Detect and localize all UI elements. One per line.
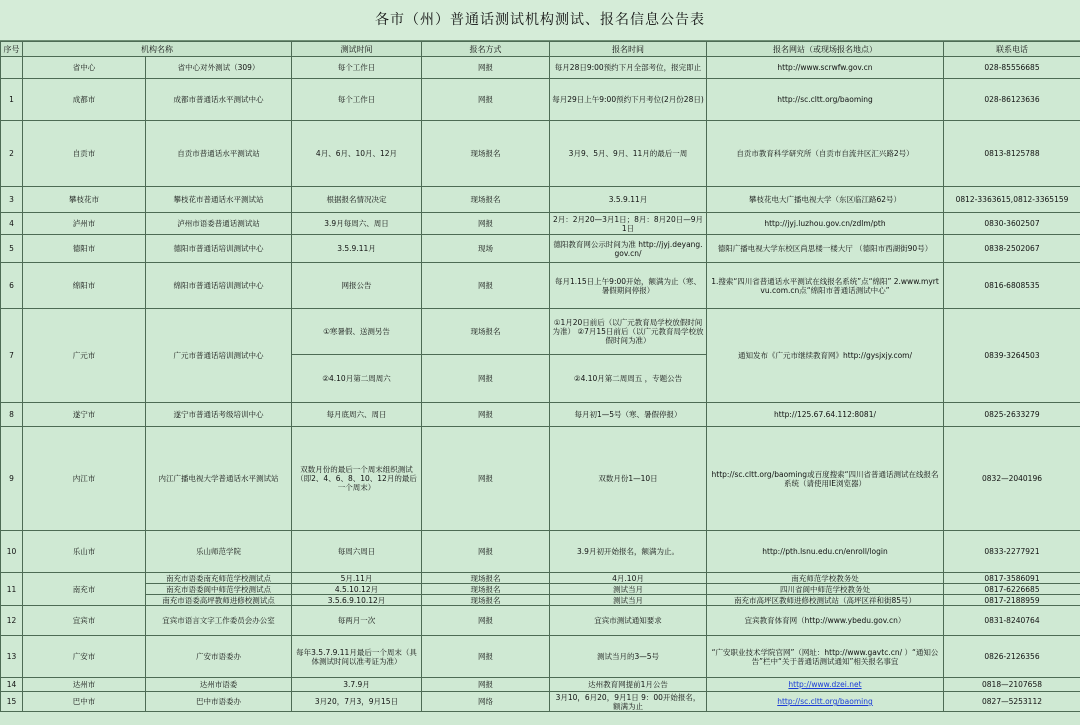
reg-time-cell: 测试当月的3—5号 bbox=[550, 636, 707, 678]
test-time-cell: 根据报名情况决定 bbox=[292, 187, 422, 213]
phone-cell: 0812-3363615,0812-3365159 bbox=[944, 187, 1080, 213]
table-row bbox=[1, 309, 1080, 355]
method-cell: 网报 bbox=[422, 263, 550, 309]
table-row bbox=[1, 263, 1080, 309]
site-cell: http://www.scrwfw.gov.cn bbox=[707, 57, 944, 79]
reg-time-cell: 3.9月初开始报名，额满为止。 bbox=[550, 531, 707, 573]
table-row bbox=[1, 531, 1080, 573]
city-cell: 攀枝花市 bbox=[23, 187, 146, 213]
site-cell: 四川省阆中师范学校教务处 bbox=[707, 584, 944, 595]
site-cell: 南充市高坪区教师进修校测试站（高坪区祥和街85号） bbox=[707, 595, 944, 606]
site-cell: http://pth.lsnu.edu.cn/enroll/login bbox=[707, 531, 944, 573]
phone-cell: 0832—2040196 bbox=[944, 427, 1080, 531]
row-number: 15 bbox=[1, 692, 23, 712]
org-cell: 泸州市语委普通话测试站 bbox=[146, 213, 292, 235]
org-cell: 巴中市语委办 bbox=[146, 692, 292, 712]
test-time-cell: 双数月份的最后一个周末组织测试（即2、4、6、8、10、12月的最后一个周末） bbox=[292, 427, 422, 531]
reg-time-cell: 3月9、5月、9月、11月的最后一周 bbox=[550, 121, 707, 187]
reg-time-cell: 每月1.15日上午9:00开始，额满为止（寒、暑假期间停报） bbox=[550, 263, 707, 309]
reg-time-cell: 3月10，6月20，9月1日 9：00开始报名，额满为止 bbox=[550, 692, 707, 712]
method-cell: 现场报名 bbox=[422, 309, 550, 355]
org-cell: 绵阳市普通话培训测试中心 bbox=[146, 263, 292, 309]
site-cell: http://sc.cltt.org/baoming bbox=[707, 79, 944, 121]
org-cell: 南充市语委南充师范学校测试点 bbox=[146, 573, 292, 584]
table-row bbox=[1, 636, 1080, 678]
test-time-cell: 3.5.6.9.10.12月 bbox=[292, 595, 422, 606]
phone-cell: 0817-3586091 bbox=[944, 573, 1080, 584]
info-table bbox=[0, 41, 1080, 712]
reg-time-cell: ②4.10月第二周周五 ，专题公告 bbox=[550, 355, 707, 403]
org-cell: 内江广播电视大学普通话水平测试站 bbox=[146, 427, 292, 531]
site-cell: http://jyj.luzhou.gov.cn/zdlm/pth bbox=[707, 213, 944, 235]
phone-cell: 0833-2277921 bbox=[944, 531, 1080, 573]
method-cell: 网报 bbox=[422, 57, 550, 79]
method-cell: 网报 bbox=[422, 355, 550, 403]
test-time-cell: 3.7.9月 bbox=[292, 678, 422, 692]
city-cell: 成都市 bbox=[23, 79, 146, 121]
method-cell: 现场报名 bbox=[422, 573, 550, 584]
row-number: 2 bbox=[1, 121, 23, 187]
header-cell: 报名方式 bbox=[422, 42, 550, 57]
reg-time-cell: 3.5.9.11月 bbox=[550, 187, 707, 213]
site-cell: “广安职业技术学院官网”（网址：http://www.gavtc.cn/ ）“通知公告”栏中“关于普通话测试通知”相关报名事宜 bbox=[707, 636, 944, 678]
table-row bbox=[1, 235, 1080, 263]
phone-cell: 0826-2126356 bbox=[944, 636, 1080, 678]
reg-time-cell: 德阳教育网公示时间为准 http://jyj.deyang.gov.cn/ bbox=[550, 235, 707, 263]
header-cell: 联系电话 bbox=[944, 42, 1080, 57]
test-time-cell: 每个工作日 bbox=[292, 57, 422, 79]
test-time-cell: 每月底周六、周日 bbox=[292, 403, 422, 427]
phone-cell: 0825-2633279 bbox=[944, 403, 1080, 427]
city-cell: 南充市 bbox=[23, 573, 146, 606]
test-time-cell: 网报公告 bbox=[292, 263, 422, 309]
row-number: 14 bbox=[1, 678, 23, 692]
test-time-cell: 3月20，7月3，9月15日 bbox=[292, 692, 422, 712]
site-cell: http://sc.cltt.org/baoming或百度搜索“四川省普通话测试在线报名系统（请使用IE浏览器） bbox=[707, 427, 944, 531]
reg-time-cell: 每月29日上午9:00预约下月考位(2月份28日) bbox=[550, 79, 707, 121]
city-cell: 乐山市 bbox=[23, 531, 146, 573]
phone-cell: 0839-3264503 bbox=[944, 309, 1080, 403]
row-number: 3 bbox=[1, 187, 23, 213]
phone-cell: 028-85556685 bbox=[944, 57, 1080, 79]
method-cell: 现场报名 bbox=[422, 121, 550, 187]
table-row bbox=[1, 573, 1080, 584]
site-cell: 南充师范学校教务处 bbox=[707, 573, 944, 584]
method-cell: 网报 bbox=[422, 678, 550, 692]
row-number: 7 bbox=[1, 309, 23, 403]
header-cell: 测试时间 bbox=[292, 42, 422, 57]
page-title: 各市（州）普通话测试机构测试、报名信息公告表 bbox=[0, 0, 1080, 41]
city-cell: 内江市 bbox=[23, 427, 146, 531]
method-cell: 现场报名 bbox=[422, 595, 550, 606]
phone-cell: 028-86123636 bbox=[944, 79, 1080, 121]
org-cell: 攀枝花市普通话水平测试站 bbox=[146, 187, 292, 213]
method-cell: 网络 bbox=[422, 692, 550, 712]
phone-cell: 0831-8240764 bbox=[944, 606, 1080, 636]
table-row bbox=[1, 403, 1080, 427]
phone-cell: 0816-6808535 bbox=[944, 263, 1080, 309]
phone-cell: 0817-6226685 bbox=[944, 584, 1080, 595]
city-cell: 泸州市 bbox=[23, 213, 146, 235]
site-cell: 德阳广播电视大学东校区尚思楼一楼大厅 （德阳市西湖街90号） bbox=[707, 235, 944, 263]
phone-cell: 0817-2188959 bbox=[944, 595, 1080, 606]
reg-time-cell: 测试当月 bbox=[550, 595, 707, 606]
table-row bbox=[1, 595, 1080, 606]
site-link[interactable]: http://www.dzei.net bbox=[707, 678, 944, 692]
phone-cell: 0818—2107658 bbox=[944, 678, 1080, 692]
org-cell: 德阳市普通话培训测试中心 bbox=[146, 235, 292, 263]
method-cell: 网报 bbox=[422, 213, 550, 235]
org-cell: 南充市语委高坪教师进修校测试点 bbox=[146, 595, 292, 606]
city-cell: 自贡市 bbox=[23, 121, 146, 187]
reg-time-cell: 测试当月 bbox=[550, 584, 707, 595]
method-cell: 网报 bbox=[422, 531, 550, 573]
site-cell: 自贡市教育科学研究所（自贡市自流井区汇兴路2号） bbox=[707, 121, 944, 187]
row-number: 13 bbox=[1, 636, 23, 678]
org-cell: 南充市语委阆中师范学校测试点 bbox=[146, 584, 292, 595]
org-cell: 广安市语委办 bbox=[146, 636, 292, 678]
table-row bbox=[1, 584, 1080, 595]
city-cell: 广元市 bbox=[23, 309, 146, 403]
row-number: 6 bbox=[1, 263, 23, 309]
row-number: 1 bbox=[1, 79, 23, 121]
row-number: 5 bbox=[1, 235, 23, 263]
site-cell: 通知发布《广元市继续教育网》http://gysjxjy.com/ bbox=[707, 309, 944, 403]
method-cell: 网报 bbox=[422, 636, 550, 678]
reg-time-cell: ①1月20日前后（以广元教育局学校放假时间为准） ②7月15日前后（以广元教育局学校放假时间为准） bbox=[550, 309, 707, 355]
reg-time-cell: 双数月份1—10日 bbox=[550, 427, 707, 531]
reg-time-cell: 2月：2月20—3月1日；8月：8月20日—9月1日 bbox=[550, 213, 707, 235]
test-time-cell: 5月.11月 bbox=[292, 573, 422, 584]
org-cell: 广元市普通话培训测试中心 bbox=[146, 309, 292, 403]
table-row bbox=[1, 606, 1080, 636]
site-cell: 攀枝花电大广播电视大学（东区临江路62号） bbox=[707, 187, 944, 213]
city-cell: 绵阳市 bbox=[23, 263, 146, 309]
test-time-cell: ①寒暑假、送测另告 bbox=[292, 309, 422, 355]
method-cell: 网报 bbox=[422, 427, 550, 531]
table-row bbox=[1, 121, 1080, 187]
method-cell: 现场 bbox=[422, 235, 550, 263]
method-cell: 网报 bbox=[422, 606, 550, 636]
reg-time-cell: 达州教育网提前1月公告 bbox=[550, 678, 707, 692]
table-row bbox=[1, 427, 1080, 531]
org-cell: 自贡市普通话水平测试站 bbox=[146, 121, 292, 187]
test-time-cell: 3.5.9.11月 bbox=[292, 235, 422, 263]
header-cell: 报名网站（或现场报名地点） bbox=[707, 42, 944, 57]
test-time-cell: 4月、6月、10月、12月 bbox=[292, 121, 422, 187]
header-cell: 机构名称 bbox=[23, 42, 292, 57]
row-number bbox=[1, 57, 23, 79]
org-cell: 宜宾市语言文字工作委员会办公室 bbox=[146, 606, 292, 636]
city-cell: 宜宾市 bbox=[23, 606, 146, 636]
row-number: 8 bbox=[1, 403, 23, 427]
phone-cell: 0827—5253112 bbox=[944, 692, 1080, 712]
header-cell: 序号 bbox=[1, 42, 23, 57]
test-time-cell: 3.9月每周六、周日 bbox=[292, 213, 422, 235]
table-row bbox=[1, 213, 1080, 235]
table-row bbox=[1, 187, 1080, 213]
site-cell: http://125.67.64.112:8081/ bbox=[707, 403, 944, 427]
phone-cell: 0813-8125788 bbox=[944, 121, 1080, 187]
test-time-cell: 每两月一次 bbox=[292, 606, 422, 636]
table-row bbox=[1, 79, 1080, 121]
phone-cell: 0838-2502067 bbox=[944, 235, 1080, 263]
org-cell: 遂宁市普通话考级培训中心 bbox=[146, 403, 292, 427]
phone-cell: 0830-3602507 bbox=[944, 213, 1080, 235]
row-number: 12 bbox=[1, 606, 23, 636]
test-time-cell: 每年3.5.7.9.11月最后一个周末（具体测试时间以准考证为准） bbox=[292, 636, 422, 678]
site-link[interactable]: http://sc.cltt.org/baoming bbox=[707, 692, 944, 712]
city-cell: 遂宁市 bbox=[23, 403, 146, 427]
method-cell: 现场报名 bbox=[422, 584, 550, 595]
row-number: 4 bbox=[1, 213, 23, 235]
city-cell: 巴中市 bbox=[23, 692, 146, 712]
org-cell: 省中心对外测试（309） bbox=[146, 57, 292, 79]
method-cell: 网报 bbox=[422, 79, 550, 121]
org-cell: 乐山师范学院 bbox=[146, 531, 292, 573]
city-cell: 达州市 bbox=[23, 678, 146, 692]
test-time-cell: 每周六周日 bbox=[292, 531, 422, 573]
method-cell: 网报 bbox=[422, 403, 550, 427]
row-number: 10 bbox=[1, 531, 23, 573]
reg-time-cell: 每月28日9:00预约下月全部考位，报完即止 bbox=[550, 57, 707, 79]
site-cell: 宜宾教育体育网（http://www.ybedu.gov.cn） bbox=[707, 606, 944, 636]
reg-time-cell: 4月.10月 bbox=[550, 573, 707, 584]
row-number: 9 bbox=[1, 427, 23, 531]
row-number: 11 bbox=[1, 573, 23, 606]
city-cell: 德阳市 bbox=[23, 235, 146, 263]
site-cell: 1.搜索“四川省普通话水平测试在线报名系统”点“绵阳” 2.www.myrtvu.com.cn点“绵阳市普通话测试中心” bbox=[707, 263, 944, 309]
method-cell: 现场报名 bbox=[422, 187, 550, 213]
table-row bbox=[1, 692, 1080, 712]
org-cell: 成都市普通话水平测试中心 bbox=[146, 79, 292, 121]
table-header-row bbox=[1, 42, 1080, 57]
test-time-cell: 每个工作日 bbox=[292, 79, 422, 121]
org-cell: 达州市语委 bbox=[146, 678, 292, 692]
test-time-cell: 4.5.10.12月 bbox=[292, 584, 422, 595]
header-cell: 报名时间 bbox=[550, 42, 707, 57]
reg-time-cell: 宜宾市测试通知要求 bbox=[550, 606, 707, 636]
city-cell: 省中心 bbox=[23, 57, 146, 79]
table-row bbox=[1, 57, 1080, 79]
reg-time-cell: 每月初1—5号（寒、暑假停报） bbox=[550, 403, 707, 427]
table-row bbox=[1, 678, 1080, 692]
city-cell: 广安市 bbox=[23, 636, 146, 678]
test-time-cell: ②4.10月第二周周六 bbox=[292, 355, 422, 403]
